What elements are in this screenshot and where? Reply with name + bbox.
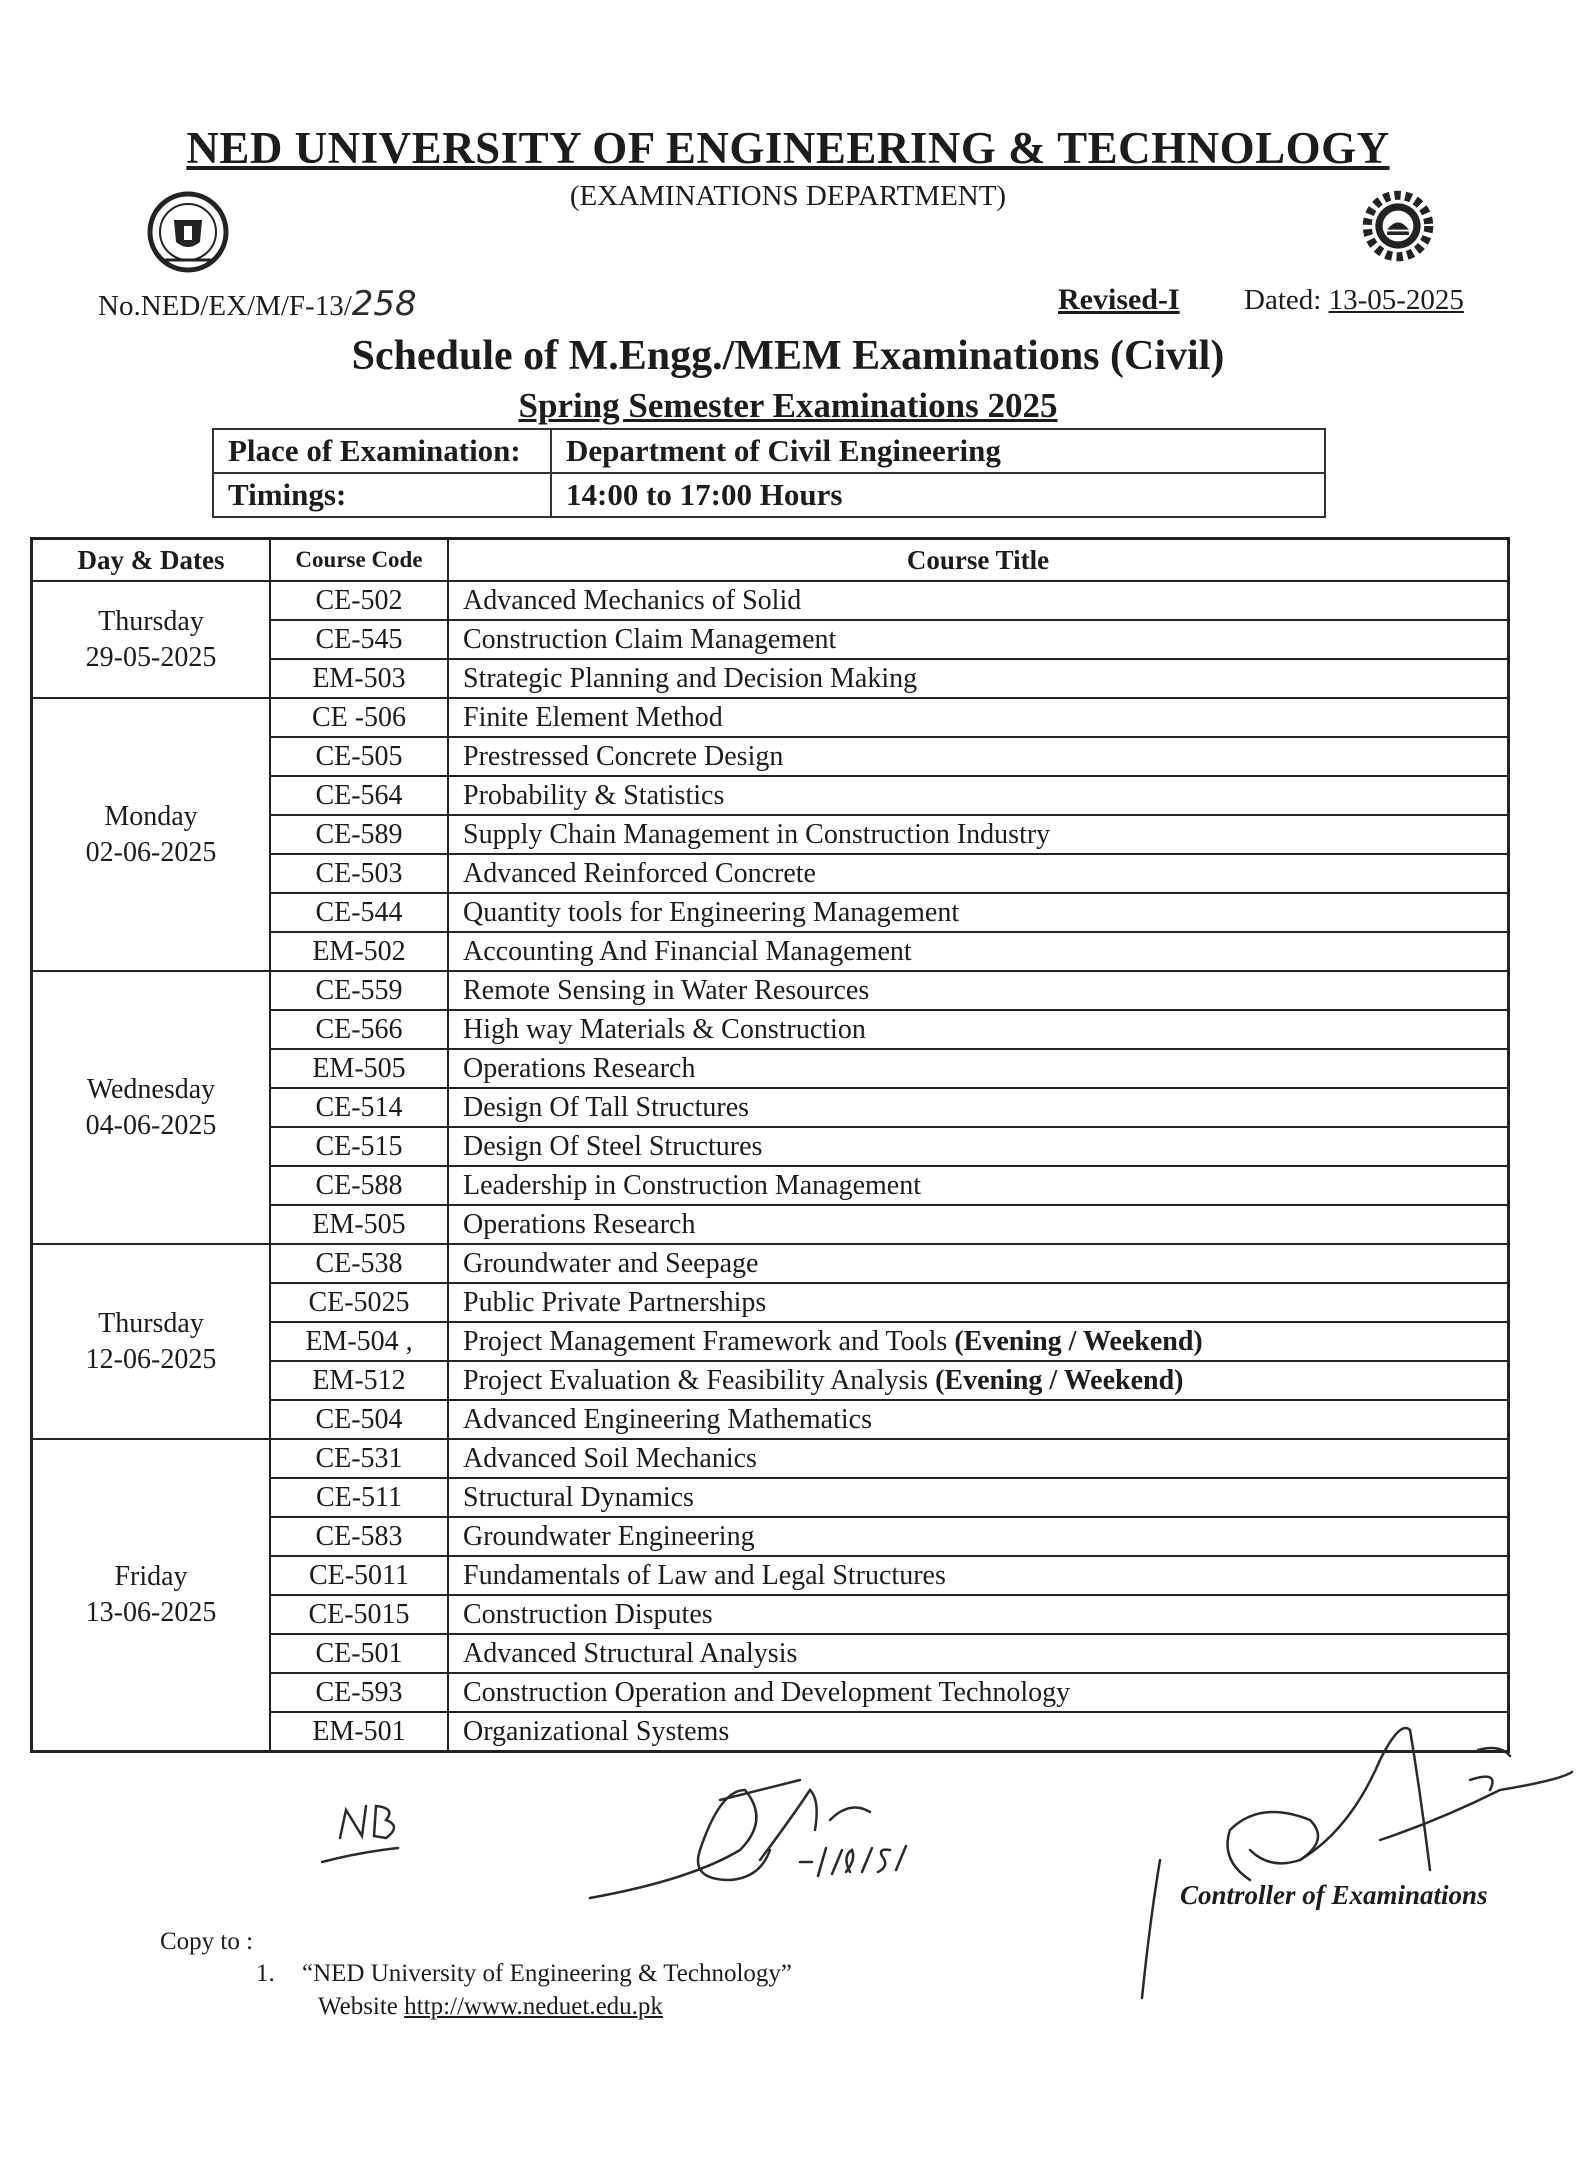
controller-signature <box>1142 1728 1572 1998</box>
day-date-cell <box>32 971 271 1244</box>
course-code: CE-564 <box>270 776 448 815</box>
course-title: High way Materials & Construction <box>463 1013 866 1045</box>
course-title-cell <box>448 893 1509 932</box>
day-date-cell <box>32 1439 271 1752</box>
day-name: Monday <box>104 800 198 832</box>
course-title: Project Evaluation & Feasibility Analysis <box>463 1364 929 1396</box>
day-name: Thursday <box>98 1307 204 1339</box>
place-label: Place of Examination: <box>213 429 551 473</box>
course-title: Supply Chain Management in Construction Industry <box>463 818 1051 850</box>
table-row <box>32 1439 1509 1478</box>
course-title-cell <box>448 1205 1509 1244</box>
course-title: Leadership in Construction Management <box>463 1169 921 1201</box>
header-day-dates: Day & Dates <box>32 539 271 582</box>
course-title-cell <box>448 1595 1509 1634</box>
day-name: Thursday <box>98 605 204 637</box>
header-course-title: Course Title <box>448 539 1509 582</box>
course-title: Groundwater Engineering <box>463 1520 755 1552</box>
copy-to-item-text: “NED University of Engineering & Technology” <box>302 1960 793 1987</box>
course-note: (Evening / Weekend) <box>954 1325 1203 1357</box>
day-name: Friday <box>114 1561 188 1592</box>
course-code: CE-545 <box>270 620 448 659</box>
timings-label: Timings: <box>213 473 551 517</box>
course-title: Project Management Framework and Tools <box>463 1325 948 1357</box>
course-code: CE-531 <box>270 1439 448 1478</box>
course-code: CE-5015 <box>270 1595 448 1634</box>
course-title: Public Private Partnerships <box>463 1286 767 1318</box>
course-code: CE-538 <box>270 1244 448 1283</box>
exam-date: 29-05-2025 <box>85 641 217 673</box>
course-title-cell <box>448 1049 1509 1088</box>
course-title: Advanced Mechanics of Solid <box>463 584 802 616</box>
course-title-cell <box>448 1244 1509 1283</box>
semester-subtitle: Spring Semester Examinations 2025 <box>518 386 1058 425</box>
department-name: (EXAMINATIONS DEPARTMENT) <box>569 180 1007 212</box>
gear-emblem-icon <box>1360 188 1436 264</box>
course-title-cell <box>448 971 1509 1010</box>
course-title: Advanced Soil Mechanics <box>463 1442 757 1474</box>
course-code: CE-583 <box>270 1517 448 1556</box>
course-title-cell <box>448 620 1509 659</box>
website-link[interactable]: http://www.neduet.edu.pk <box>404 1993 663 2020</box>
day-name: Wednesday <box>86 1073 216 1105</box>
course-title-cell <box>448 1478 1509 1517</box>
course-title-cell <box>448 1127 1509 1166</box>
table-row <box>32 1244 1509 1283</box>
copy-to-item <box>256 1960 792 1988</box>
course-code: CE-559 <box>270 971 448 1010</box>
course-title: Operations Research <box>463 1208 696 1240</box>
course-code: EM-503 <box>270 659 448 698</box>
course-code: EM-505 <box>270 1049 448 1088</box>
course-code: CE-589 <box>270 815 448 854</box>
course-code: EM-501 <box>270 1712 448 1752</box>
table-header-row <box>32 539 1509 582</box>
reference-handwritten-number: 258 <box>351 284 417 324</box>
course-title-cell <box>448 1517 1509 1556</box>
course-title-cell <box>448 1400 1509 1439</box>
website-line <box>318 1993 663 2021</box>
table-row <box>32 581 1509 620</box>
course-code: CE -506 <box>270 698 448 737</box>
reference-number <box>98 284 417 324</box>
course-code: CE-593 <box>270 1673 448 1712</box>
exam-info-table <box>212 428 1326 518</box>
course-title-cell <box>448 1166 1509 1205</box>
course-code: CE-514 <box>270 1088 448 1127</box>
website-label: Website <box>318 1993 405 2020</box>
course-code: CE-5011 <box>270 1556 448 1595</box>
place-row <box>213 429 1325 473</box>
initials-signature <box>322 1806 398 1862</box>
university-name: NED UNIVERSITY OF ENGINEERING & TECHNOLOGY <box>186 123 1390 173</box>
day-date-cell <box>32 698 271 971</box>
course-title-cell <box>448 659 1509 698</box>
course-title-cell <box>448 1283 1509 1322</box>
course-title: Accounting And Financial Management <box>463 935 912 967</box>
schedule-title: Schedule of M.Engg./MEM Examinations (Civil) <box>351 333 1225 379</box>
course-title-cell <box>448 1322 1509 1361</box>
course-title-cell <box>448 1556 1509 1595</box>
course-title: Groundwater and Seepage <box>463 1247 759 1279</box>
course-title: Advanced Engineering Mathematics <box>463 1403 872 1435</box>
course-title-cell <box>448 854 1509 893</box>
course-code: EM-504 , <box>270 1322 448 1361</box>
exam-date: 04-06-2025 <box>85 1109 217 1141</box>
course-title: Fundamentals of Law and Legal Structures <box>463 1559 946 1591</box>
course-title: Advanced Reinforced Concrete <box>463 857 816 889</box>
course-title-cell <box>448 581 1509 620</box>
course-code: CE-511 <box>270 1478 448 1517</box>
middle-signature <box>590 1780 906 1898</box>
course-title-cell <box>448 737 1509 776</box>
course-code: CE-502 <box>270 581 448 620</box>
course-title: Construction Claim Management <box>463 623 837 655</box>
dated <box>1244 284 1464 317</box>
course-title: Organizational Systems <box>463 1715 730 1747</box>
day-date-cell <box>32 581 271 698</box>
course-title-cell <box>448 698 1509 737</box>
revision-label: Revised-I <box>1058 283 1180 316</box>
reference-prefix: No.NED/EX/M/F-13/ <box>98 290 352 322</box>
timings-value: 14:00 to 17:00 Hours <box>551 473 1325 517</box>
schedule-body <box>32 581 1509 1752</box>
course-title: Design Of Steel Structures <box>463 1130 763 1162</box>
course-title: Prestressed Concrete Design <box>463 740 784 772</box>
course-code: CE-503 <box>270 854 448 893</box>
course-code: EM-505 <box>270 1205 448 1244</box>
schedule-table <box>30 537 1510 1753</box>
exam-date: 12-06-2025 <box>85 1343 217 1375</box>
dated-label: Dated: <box>1244 284 1329 316</box>
course-code: CE-501 <box>270 1634 448 1673</box>
course-title-cell <box>448 1361 1509 1400</box>
course-code: CE-515 <box>270 1127 448 1166</box>
course-title: Probability & Statistics <box>463 779 725 811</box>
university-crest-icon <box>146 190 230 274</box>
exam-date: 13-06-2025 <box>85 1597 217 1628</box>
course-title-cell <box>448 1439 1509 1478</box>
course-title-cell <box>448 1088 1509 1127</box>
course-title: Design Of Tall Structures <box>463 1091 750 1123</box>
course-title: Strategic Planning and Decision Making <box>463 662 918 694</box>
course-title-cell <box>448 776 1509 815</box>
controller-title: Controller of Examinations <box>1180 1880 1488 1910</box>
place-value: Department of Civil Engineering <box>551 429 1325 473</box>
course-title: Quantity tools for Engineering Management <box>463 896 960 928</box>
dated-value: 13-05-2025 <box>1328 284 1464 316</box>
table-row <box>32 698 1509 737</box>
timings-row <box>213 473 1325 517</box>
header-course-code: Course Code <box>270 539 448 582</box>
copy-to-label: Copy to : <box>160 1928 254 1955</box>
course-code: CE-504 <box>270 1400 448 1439</box>
course-code: CE-544 <box>270 893 448 932</box>
course-title-cell <box>448 1712 1509 1752</box>
course-title: Finite Element Method <box>463 701 723 733</box>
course-code: CE-5025 <box>270 1283 448 1322</box>
course-title-cell <box>448 1010 1509 1049</box>
table-row <box>32 971 1509 1010</box>
course-code: CE-588 <box>270 1166 448 1205</box>
course-title: Construction Operation and Development Technology <box>463 1676 1071 1708</box>
course-code: CE-566 <box>270 1010 448 1049</box>
course-title-cell <box>448 1634 1509 1673</box>
course-title: Remote Sensing in Water Resources <box>463 974 870 1006</box>
course-code: EM-502 <box>270 932 448 971</box>
course-title: Operations Research <box>463 1052 696 1084</box>
copy-to-item-number: 1. <box>256 1960 275 1987</box>
course-title: Structural Dynamics <box>463 1481 694 1513</box>
exam-date: 02-06-2025 <box>85 836 217 868</box>
course-code: CE-505 <box>270 737 448 776</box>
course-code: EM-512 <box>270 1361 448 1400</box>
course-title-cell <box>448 1673 1509 1712</box>
course-note: (Evening / Weekend) <box>935 1364 1184 1396</box>
course-title: Construction Disputes <box>463 1598 713 1630</box>
course-title-cell <box>448 932 1509 971</box>
day-date-cell <box>32 1244 271 1439</box>
course-title: Advanced Structural Analysis <box>463 1637 798 1669</box>
course-title-cell <box>448 815 1509 854</box>
